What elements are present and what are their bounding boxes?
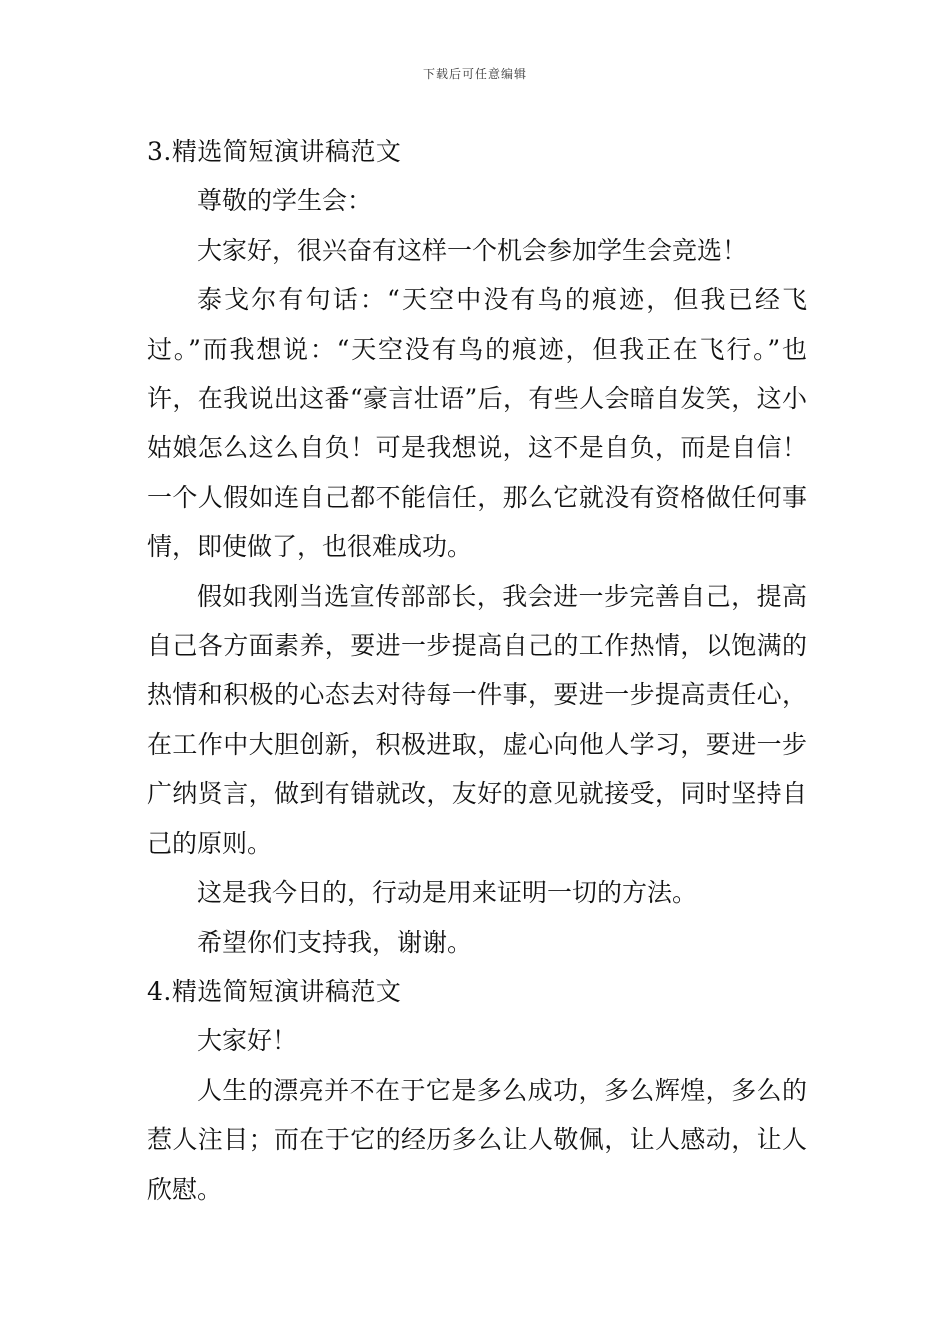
closing-paragraph: 希望你们支持我，谢谢。 xyxy=(197,927,473,957)
salutation-paragraph: 尊敬的学生会： xyxy=(197,186,373,216)
body-paragraph: 假如我刚当选宣传部部长，我会进一步完善自己，提高自己各方面素养，要进一步提高自己的工作热情，以饱满的热情和积极的心态去对待每一件事，要进一步提高责任心，在工作中大胆创新，积极进取，虚心向他人学习，要进一步广纳贤言，做到有错就改，友好的意见就接受，同时坚持自己的原则。 xyxy=(147,581,807,858)
body-paragraph: 人生的漂亮并不在于它是多么成功，多么辉煌，多么的惹人注目；而在于它的经历多么让人敬佩，让人感动，让人欣慰。 xyxy=(147,1075,807,1204)
section-heading: 4.精选简短演讲稿范文 xyxy=(147,976,402,1006)
body-paragraph: 这是我今日的，行动是用来证明一切的方法。 xyxy=(197,878,698,908)
greeting-paragraph: 大家好，很兴奋有这样一个机会参加学生会竞选！ xyxy=(197,235,748,265)
section-3 xyxy=(147,127,807,967)
page-header: 下载后可任意编辑 xyxy=(422,67,527,81)
section-heading: 3.精选简短演讲稿范文 xyxy=(147,137,402,166)
section-4 xyxy=(147,967,807,1214)
greeting-paragraph: 大家好！ xyxy=(197,1026,298,1056)
body-paragraph: 泰戈尔有句话：“天空中没有鸟的痕迹，但我已经飞过。”而我想说：“天空没有鸟的痕迹，但我正在飞行。”也许，在我说出这番“豪言壮语”后，有些人会暗自发笑，这小姑娘怎么这么自负！可是我想说，这不是自负，而是自信！一个人假如连自己都不能信任，那么它就没有资格做任何事情，即使做了，也很难成功。 xyxy=(147,285,807,562)
document-body xyxy=(147,127,807,1214)
